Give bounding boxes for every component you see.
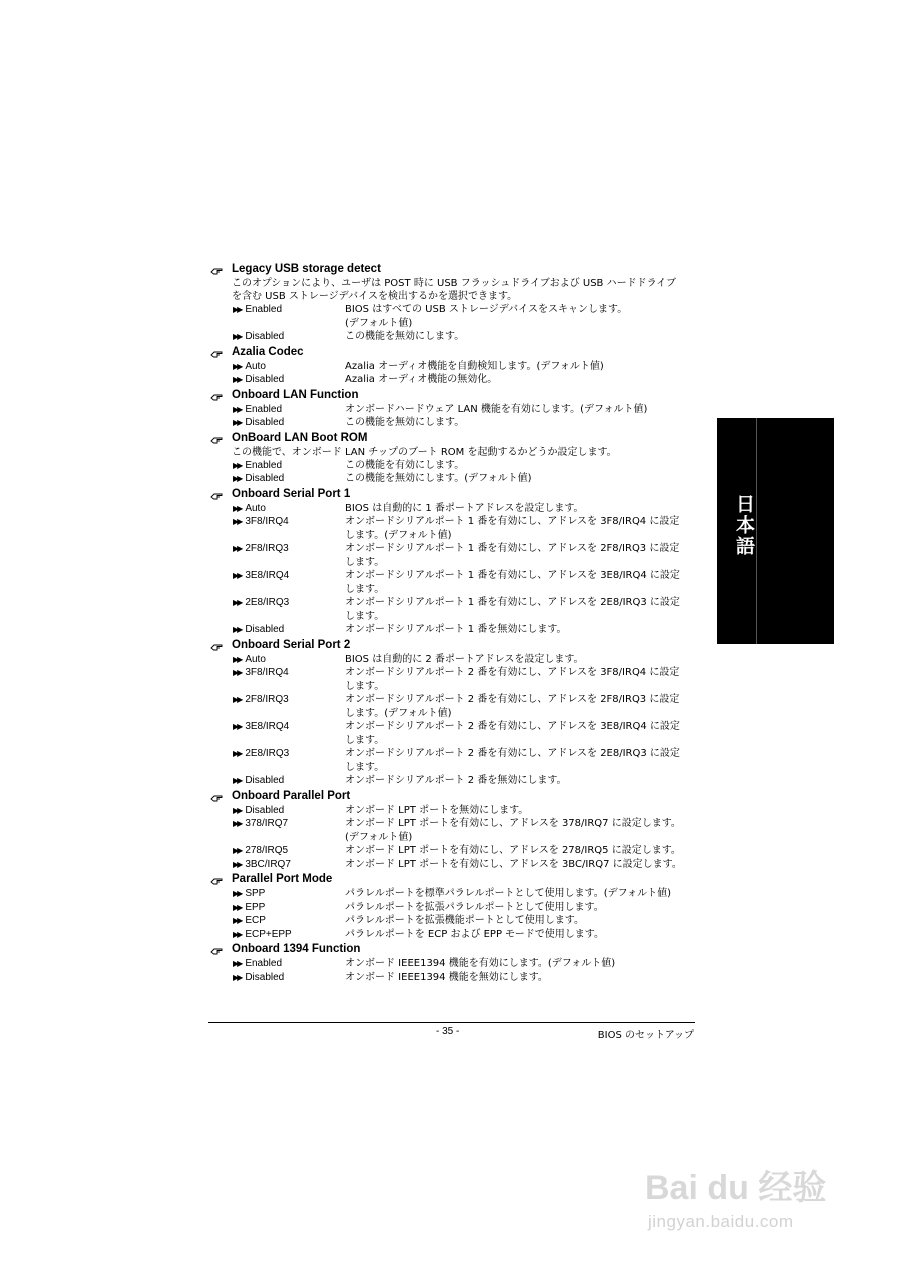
option-value: Disabled [245,775,285,786]
option-row [210,502,696,516]
option-label-cell [210,804,345,818]
option-label-cell [210,707,345,721]
option-label-cell [210,515,345,529]
double-arrow-icon: ▶▶ [233,889,242,898]
section-title: Onboard Parallel Port [232,789,351,802]
option-label-cell [210,928,345,942]
section-heading [210,637,696,653]
option-label-cell [210,957,345,971]
option-description: オンボード IEEE1394 機能を有効にします。(デフォルト値) [345,958,616,969]
section-heading [210,387,696,403]
option-value: Disabled [245,417,285,428]
option-value: Auto [245,653,266,665]
option-description: オンボード LPT ポートを有効にし、アドレスを 3BC/IRQ7 に設定します。 [345,858,682,870]
option-description: します。(デフォルト値) [345,707,452,719]
option-description: オンボードハードウェア LAN 機能を有効にします。(デフォルト値) [345,403,648,415]
option-row [210,542,696,556]
option-label-cell [210,610,345,624]
option-row [210,373,696,387]
option-row [210,653,696,667]
option-row [210,804,696,818]
double-arrow-icon: ▶▶ [233,305,242,314]
option-continuation [210,556,696,570]
option-label-cell [210,747,345,761]
option-value: Disabled [245,804,285,816]
option-value: Auto [245,502,266,514]
option-row [210,459,696,473]
option-description: します。 [345,680,385,692]
option-row [210,747,696,761]
option-label-cell [210,844,345,858]
settings-section [210,871,696,941]
option-continuation [210,761,696,775]
option-value: EPP [245,901,266,913]
settings-section [210,941,696,984]
option-row [210,844,696,858]
option-description: Azalia オーディオ機能の無効化。 [345,374,498,385]
double-arrow-icon: ▶▶ [233,544,242,553]
option-row [210,928,696,942]
option-label-cell [210,720,345,734]
language-side-tab [717,418,834,644]
settings-section [210,788,696,872]
option-description: オンボード IEEE1394 機能を無効にします。 [345,971,548,983]
option-label-cell [210,502,345,516]
double-arrow-icon: ▶▶ [233,819,242,828]
option-label-cell [210,569,345,583]
option-label-cell [210,761,345,775]
option-value: 3F8/IRQ4 [245,667,289,678]
section-description: を含む USB ストレージデバイスを検出するかを選択できます。 [232,291,518,302]
double-arrow-icon: ▶▶ [233,418,242,427]
option-label-cell [210,472,345,486]
option-label-cell [210,556,345,570]
section-heading [210,486,696,502]
double-arrow-icon: ▶▶ [233,361,242,371]
option-continuation [210,583,696,597]
option-description: オンボード LPT ポートを無効にします。 [345,804,529,816]
option-description: オンボードシリアルポート 2 番を無効にします。 [345,775,567,786]
double-arrow-icon: ▶▶ [233,695,242,704]
section-title: Parallel Port Mode [232,873,333,885]
option-value: 2F8/IRQ3 [245,543,289,554]
section-heading [210,261,696,277]
double-arrow-icon: ▶▶ [233,460,242,470]
option-label-cell [210,831,345,845]
double-arrow-icon: ▶▶ [233,503,242,513]
option-row [210,569,696,583]
section-title: OnBoard LAN Boot ROM [232,431,368,444]
option-continuation [210,610,696,624]
option-label-cell [210,529,345,543]
option-label-cell [210,583,345,597]
option-label-cell [210,858,345,872]
double-arrow-icon: ▶▶ [233,474,242,483]
option-value: 3BC/IRQ7 [245,858,291,870]
option-row [210,914,696,928]
option-label-cell [210,693,345,707]
section-title: Onboard Serial Port 1 [232,487,351,500]
option-description: します。 [345,583,385,595]
option-description: オンボードシリアルポート 2 番を有効にし、アドレスを 2F8/IRQ3 に設定 [345,694,680,705]
pointing-hand-icon [210,489,224,498]
double-arrow-icon: ▶▶ [233,375,242,384]
option-description: BIOS はすべての USB ストレージデバイスをスキャンします。 [345,304,628,315]
option-description: パラレルポートを拡張機能ポートとして使用します。 [345,915,584,926]
double-arrow-icon: ▶▶ [233,916,242,925]
option-continuation [210,317,696,331]
option-row [210,303,696,317]
option-description: します。 [345,734,385,746]
option-value: SPP [245,888,266,899]
option-label-cell [210,817,345,831]
option-row [210,416,696,430]
section-heading [210,788,696,804]
language-tab-label: 日本語 [733,494,755,557]
double-arrow-icon: ▶▶ [233,902,242,912]
option-value: Disabled [245,971,285,983]
settings-section [210,430,696,486]
option-row [210,971,696,985]
option-value: Disabled [245,473,285,484]
option-value: Disabled [245,624,285,635]
option-value: Enabled [245,958,283,969]
section-title: Onboard 1394 Function [232,943,361,955]
option-row [210,596,696,610]
option-value: 2E8/IRQ3 [245,748,290,759]
option-description: (デフォルト値) [345,317,413,329]
pointing-hand-icon [210,347,224,356]
option-label-cell [210,459,345,473]
section-description: このオプションにより、ユーザは POST 時に USB フラッシュドライブおよび USB ハードドライブ [232,278,676,289]
option-label-cell [210,666,345,680]
watermark-logo: Bai du 经验 [645,1169,827,1207]
double-arrow-icon: ▶▶ [233,749,242,758]
option-description: オンボードシリアルポート 2 番を有効にし、アドレスを 3F8/IRQ4 に設定 [345,667,680,678]
settings-section [210,387,696,430]
option-description: オンボードシリアルポート 1 番を有効にし、アドレスを 3F8/IRQ4 に設定 [345,516,680,527]
pointing-hand-icon [210,944,224,953]
option-label-cell [210,653,345,667]
option-value: Auto [245,360,266,372]
option-row [210,720,696,734]
option-label-cell [210,416,345,430]
double-arrow-icon: ▶▶ [233,859,242,869]
section-title: Onboard LAN Function [232,388,359,401]
pointing-hand-icon [210,640,224,649]
section-heading [210,430,696,446]
bios-settings-list [210,261,696,984]
option-description: この機能を無効にします。(デフォルト値) [345,473,532,484]
option-row [210,774,696,788]
option-value: 378/IRQ7 [245,818,289,829]
settings-section [210,261,696,344]
option-description: します。 [345,610,385,622]
option-description: パラレルポートを ECP および EPP モードで使用します。 [345,928,604,940]
section-title: Azalia Codec [232,345,304,358]
option-label-cell [210,403,345,417]
option-row [210,403,696,417]
option-description: オンボードシリアルポート 2 番を有効にし、アドレスを 3E8/IRQ4 に設定 [345,721,680,732]
option-description: この機能を無効にします。 [345,331,465,342]
option-continuation [210,831,696,845]
option-value: ECP [245,915,266,926]
settings-section [210,637,696,788]
double-arrow-icon: ▶▶ [233,404,242,414]
page-number: - 35 - [436,1026,460,1037]
option-row [210,472,696,486]
double-arrow-icon: ▶▶ [233,654,242,664]
option-value: 3E8/IRQ4 [245,570,290,581]
watermark-url: jingyan.baidu.com [648,1212,794,1231]
option-value: 2F8/IRQ3 [245,694,289,705]
option-description: BIOS は自動的に 2 番ポートアドレスを設定します。 [345,653,584,665]
pointing-hand-icon [210,390,224,399]
option-row [210,515,696,529]
option-description: オンボード LPT ポートを有効にし、アドレスを 378/IRQ7 に設定します。 [345,818,681,829]
footer-divider [208,1022,695,1023]
option-row [210,901,696,915]
option-row [210,957,696,971]
option-description: オンボードシリアルポート 1 番を有効にし、アドレスを 2E8/IRQ3 に設定 [345,597,680,608]
option-label-cell [210,330,345,344]
option-label-cell [210,887,345,901]
option-row [210,623,696,637]
section-title: Onboard Serial Port 2 [232,638,351,651]
option-label-cell [210,542,345,556]
double-arrow-icon: ▶▶ [233,625,242,634]
double-arrow-icon: ▶▶ [233,776,242,785]
option-value: 2E8/IRQ3 [245,597,290,608]
option-description: オンボード LPT ポートを有効にし、アドレスを 278/IRQ5 に設定します。 [345,845,681,856]
double-arrow-icon: ▶▶ [233,668,242,677]
pointing-hand-icon [210,264,224,273]
option-row [210,360,696,374]
double-arrow-icon: ▶▶ [233,598,242,607]
option-label-cell [210,317,345,331]
pointing-hand-icon [210,791,224,800]
option-description: します。 [345,556,385,568]
double-arrow-icon: ▶▶ [233,722,242,731]
option-value: Enabled [245,459,283,471]
option-label-cell [210,623,345,637]
option-description: この機能を無効にします。 [345,417,465,428]
option-row [210,330,696,344]
double-arrow-icon: ▶▶ [233,517,242,526]
section-heading [210,344,696,360]
option-label-cell [210,360,345,374]
option-description: パラレルポートを拡張パラレルポートとして使用します。 [345,901,604,913]
option-row [210,693,696,707]
option-label-cell [210,373,345,387]
option-row [210,817,696,831]
option-row [210,858,696,872]
option-description: Azalia オーディオ機能を自動検知します。(デフォルト値) [345,360,604,372]
section-description: この機能で、オンボード LAN チップのブート ROM を起動するかどうか設定します。 [232,446,617,458]
option-label-cell [210,914,345,928]
option-continuation [210,680,696,694]
settings-section [210,344,696,387]
option-label-cell [210,734,345,748]
option-description: この機能を有効にします。 [345,459,465,471]
option-value: 3E8/IRQ4 [245,721,290,732]
option-value: Enabled [245,304,283,315]
double-arrow-icon: ▶▶ [233,332,242,341]
option-label-cell [210,774,345,788]
option-continuation [210,529,696,543]
option-continuation [210,707,696,721]
option-label-cell [210,596,345,610]
option-description: BIOS は自動的に 1 番ポートアドレスを設定します。 [345,502,584,514]
option-label-cell [210,680,345,694]
option-description: します。(デフォルト値) [345,529,452,541]
option-continuation [210,734,696,748]
option-description: します。 [345,761,385,773]
option-value: Enabled [245,403,283,415]
double-arrow-icon: ▶▶ [233,571,242,580]
option-description: オンボードシリアルポート 1 番を有効にし、アドレスを 2F8/IRQ3 に設定 [345,543,680,554]
section-title: Legacy USB storage detect [232,263,381,275]
pointing-hand-icon [210,433,224,442]
option-description: パラレルポートを標準パラレルポートとして使用します。(デフォルト値) [345,888,672,899]
option-value: ECP+EPP [245,928,292,940]
option-description: オンボードシリアルポート 1 番を無効にします。 [345,624,567,635]
section-heading [210,941,696,957]
option-row [210,887,696,901]
settings-section [210,486,696,637]
option-row [210,666,696,680]
double-arrow-icon: ▶▶ [233,972,242,982]
option-value: 3F8/IRQ4 [245,516,289,527]
footer-section-name: BIOS のセットアップ [597,1030,694,1041]
option-label-cell [210,303,345,317]
double-arrow-icon: ▶▶ [233,846,242,855]
option-value: 278/IRQ5 [245,845,289,856]
double-arrow-icon: ▶▶ [233,805,242,815]
double-arrow-icon: ▶▶ [233,929,242,939]
option-label-cell [210,971,345,985]
option-value: Disabled [245,374,285,385]
section-heading [210,871,696,887]
double-arrow-icon: ▶▶ [233,959,242,968]
option-description: (デフォルト値) [345,831,413,843]
pointing-hand-icon [210,874,224,883]
option-description: オンボードシリアルポート 2 番を有効にし、アドレスを 2E8/IRQ3 に設定 [345,748,680,759]
option-label-cell [210,901,345,915]
option-value: Disabled [245,331,285,342]
option-description: オンボードシリアルポート 1 番を有効にし、アドレスを 3E8/IRQ4 に設定 [345,570,680,581]
